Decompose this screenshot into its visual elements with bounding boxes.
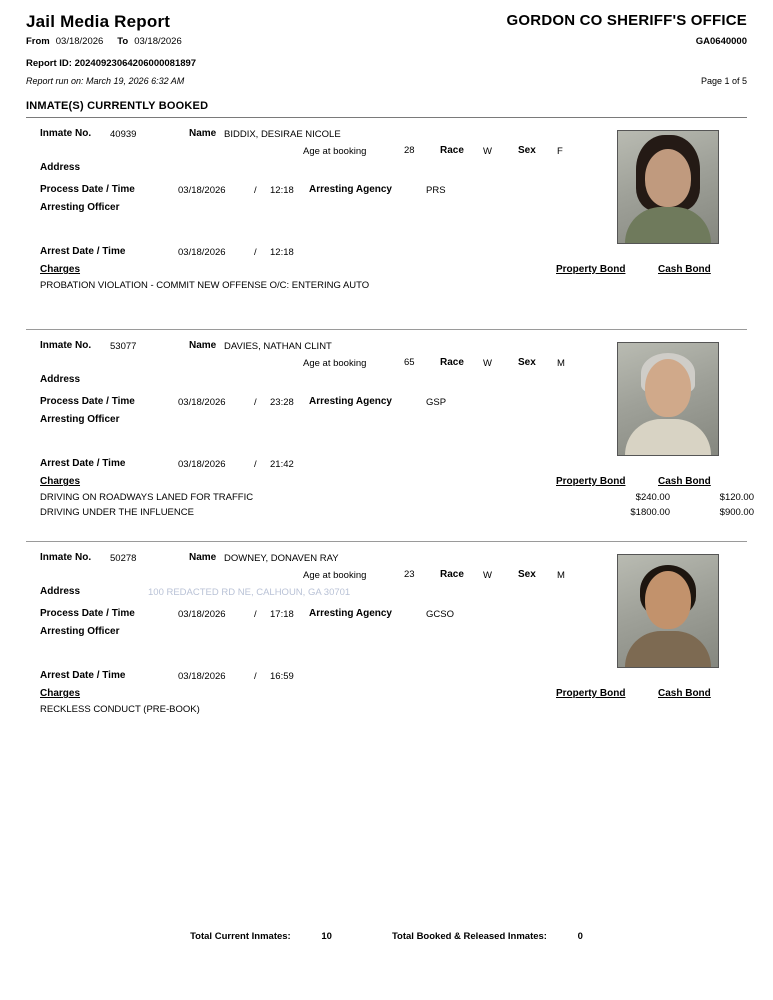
arrest-datetime-label: Arrest Date / Time: [40, 246, 126, 257]
process-time-value: 12:18: [270, 185, 294, 196]
report-id-label: Report ID:: [26, 58, 72, 69]
race-label: Race: [440, 357, 464, 368]
race-value: W: [483, 358, 492, 369]
charge-row: [26, 704, 747, 719]
sex-value: M: [557, 358, 565, 369]
from-label: From: [26, 36, 50, 47]
agency-name: GORDON CO SHERIFF'S OFFICE: [506, 12, 747, 29]
sex-label: Sex: [518, 145, 536, 156]
process-time-value: 23:28: [270, 397, 294, 408]
inmate-details: [26, 548, 747, 682]
race-value: W: [483, 146, 492, 157]
charges-header: [26, 688, 747, 704]
name-value: DOWNEY, DONAVEN RAY: [224, 553, 339, 564]
charge-cash-bond: $900.00: [719, 507, 754, 518]
arrest-slash: /: [254, 671, 257, 682]
page-number: Page 1 of 5: [700, 76, 747, 86]
arrest-time-value: 21:42: [270, 459, 294, 470]
age-value: 23: [404, 569, 415, 580]
cash-bond-label: Cash Bond: [658, 688, 711, 699]
page-title: Jail Media Report: [26, 12, 171, 31]
report-header: [26, 12, 747, 32]
to-value: 03/18/2026: [134, 36, 182, 47]
report-run-timestamp: Report run on: March 19, 2026 6:32 AM: [26, 76, 185, 86]
agency-ori-number: GA0640000: [695, 36, 747, 47]
charge-row: [26, 280, 747, 295]
arresting-officer-label: Arresting Officer: [40, 414, 120, 425]
age-value: 65: [404, 357, 415, 368]
charges-label: Charges: [40, 688, 81, 699]
date-range: [26, 36, 182, 47]
charge-description: PROBATION VIOLATION - COMMIT NEW OFFENSE O/C: ENTERING AUTO: [40, 280, 370, 291]
process-slash: /: [254, 397, 257, 408]
name-label: Name: [189, 552, 217, 563]
to-label: To: [117, 36, 129, 47]
cash-bond-label: Cash Bond: [658, 264, 711, 275]
property-bond-label: Property Bond: [556, 476, 626, 487]
address-label: Address: [40, 374, 81, 385]
charge-description: DRIVING ON ROADWAYS LANED FOR TRAFFIC: [40, 492, 254, 503]
total-current-inmates-value: 10: [321, 931, 332, 942]
arrest-time-value: 16:59: [270, 671, 294, 682]
process-slash: /: [254, 609, 257, 620]
inmate-record: [26, 542, 747, 748]
name-label: Name: [189, 128, 217, 139]
cash-bond-label: Cash Bond: [658, 476, 711, 487]
race-label: Race: [440, 569, 464, 580]
report-footer: [0, 931, 773, 942]
age-label: Age at booking: [303, 570, 367, 581]
inmate-details: [26, 124, 747, 258]
process-date-value: 03/18/2026: [178, 609, 226, 620]
report-id-row: [26, 58, 747, 69]
process-slash: /: [254, 185, 257, 196]
inmate-no-value: 40939: [110, 129, 137, 140]
total-current-inmates: [190, 931, 332, 942]
name-value: BIDDIX, DESIRAE NICOLE: [224, 129, 341, 140]
property-bond-label: Property Bond: [556, 688, 626, 699]
from-value: 03/18/2026: [55, 36, 104, 47]
sex-value: M: [557, 570, 565, 581]
charges-label: Charges: [40, 476, 81, 487]
sex-label: Sex: [518, 357, 536, 368]
section-heading: INMATE(S) CURRENTLY BOOKED: [26, 100, 209, 112]
inmate-record: [26, 330, 754, 536]
address-label: Address: [40, 162, 81, 173]
arrest-date-value: 03/18/2026: [178, 247, 226, 258]
total-current-inmates-label: Total Current Inmates:: [190, 931, 291, 942]
inmate-mugshot: [617, 130, 719, 244]
total-booked-released-value: 0: [577, 931, 583, 942]
inmate-mugshot: [617, 342, 719, 456]
race-label: Race: [440, 145, 464, 156]
age-label: Age at booking: [303, 358, 367, 369]
race-value: W: [483, 570, 492, 581]
name-label: Name: [189, 340, 217, 351]
arresting-agency-value: GSP: [426, 397, 447, 408]
charge-row: [26, 492, 754, 507]
arresting-agency-label: Arresting Agency: [309, 184, 392, 195]
arresting-officer-label: Arresting Officer: [40, 202, 120, 213]
charge-cash-bond: $120.00: [719, 492, 754, 503]
process-date-value: 03/18/2026: [178, 185, 226, 196]
arrest-datetime-label: Arrest Date / Time: [40, 670, 126, 681]
age-label: Age at booking: [303, 146, 367, 157]
arresting-agency-value: PRS: [426, 185, 446, 196]
process-datetime-label: Process Date / Time: [40, 396, 135, 407]
arrest-time-value: 12:18: [270, 247, 294, 258]
arrest-slash: /: [254, 247, 257, 258]
age-value: 28: [404, 145, 415, 156]
property-bond-label: Property Bond: [556, 264, 626, 275]
run-info-row: [26, 76, 747, 86]
process-datetime-label: Process Date / Time: [40, 184, 135, 195]
charges-header: [26, 476, 747, 492]
inmate-mugshot: [617, 554, 719, 668]
process-time-value: 17:18: [270, 609, 294, 620]
address-label: Address: [40, 586, 81, 597]
inmate-no-value: 53077: [110, 341, 137, 352]
charges-header: [26, 264, 747, 280]
charge-description: RECKLESS CONDUCT (PRE-BOOK): [40, 704, 200, 715]
total-booked-released-label: Total Booked & Released Inmates:: [391, 931, 547, 942]
process-date-value: 03/18/2026: [178, 397, 226, 408]
arresting-agency-value: GCSO: [426, 609, 454, 620]
charge-description: DRIVING UNDER THE INFLUENCE: [40, 507, 194, 518]
charges-label: Charges: [40, 264, 81, 275]
address-value: 100 REDACTED RD NE, CALHOUN, GA 30701: [148, 587, 351, 598]
total-booked-released: [392, 931, 583, 942]
report-id-value: 20240923064206000081897: [74, 58, 197, 69]
sex-value: F: [557, 146, 563, 157]
arresting-agency-label: Arresting Agency: [309, 608, 392, 619]
arresting-agency-label: Arresting Agency: [309, 396, 392, 407]
inmate-no-value: 50278: [110, 553, 137, 564]
charge-row: [26, 507, 754, 522]
arresting-officer-label: Arresting Officer: [40, 626, 120, 637]
inmate-no-label: Inmate No.: [40, 128, 92, 139]
sex-label: Sex: [518, 569, 536, 580]
arrest-datetime-label: Arrest Date / Time: [40, 458, 126, 469]
inmate-no-label: Inmate No.: [40, 552, 92, 563]
charge-property-bond: $1800.00: [630, 507, 670, 518]
process-datetime-label: Process Date / Time: [40, 608, 135, 619]
arrest-date-value: 03/18/2026: [178, 671, 226, 682]
inmate-no-label: Inmate No.: [40, 340, 92, 351]
arrest-slash: /: [254, 459, 257, 470]
inmate-record: [26, 118, 747, 324]
inmate-details: [26, 336, 747, 470]
name-value: DAVIES, NATHAN CLINT: [224, 341, 332, 352]
charge-property-bond: $240.00: [635, 492, 670, 503]
date-range-row: [26, 36, 747, 47]
arrest-date-value: 03/18/2026: [178, 459, 226, 470]
